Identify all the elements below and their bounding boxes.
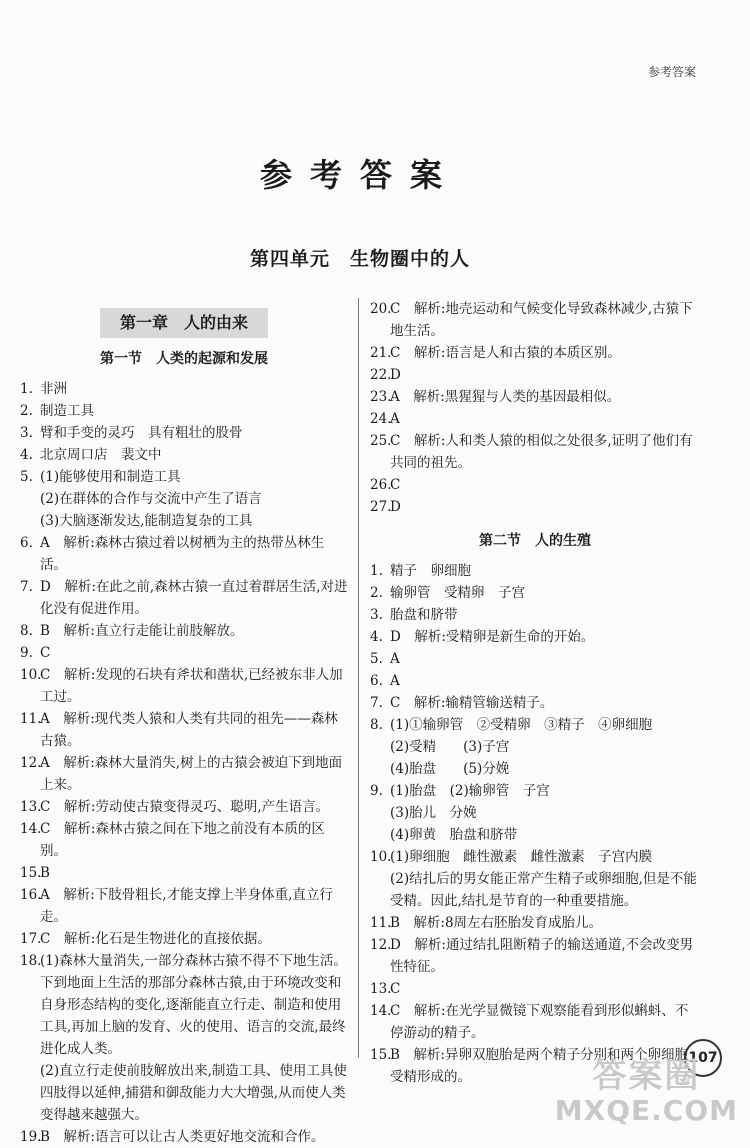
- answer-text: C 解析:森林古猿之间在下地之前没有本质的区别。: [40, 821, 325, 859]
- answer-text: A 解析:黑猩猩与人类的基因最相似。: [390, 389, 621, 405]
- answer-item: [370, 868, 700, 912]
- answer-item: [370, 780, 700, 802]
- answer-text: B 解析:8周左右胚胎发育成胎儿。: [390, 915, 603, 931]
- answer-text: C 解析:在光学显微镜下观察能看到形似蝌蚪、不停游动的精子。: [390, 1003, 689, 1041]
- answer-number: 5.: [20, 469, 33, 485]
- answer-number: 23.: [370, 389, 392, 405]
- answer-item: [20, 1126, 348, 1148]
- answer-list-section1-continued: [370, 298, 700, 518]
- answer-number: 9.: [370, 783, 383, 799]
- answer-item: [370, 474, 700, 496]
- answer-item: [370, 582, 700, 604]
- answer-item: [370, 386, 700, 408]
- answer-number: 25.: [370, 433, 392, 449]
- answer-item: [20, 466, 348, 488]
- answer-text: A: [390, 673, 400, 689]
- answer-number: 6.: [20, 535, 33, 551]
- answer-item: [370, 846, 700, 868]
- answer-item: [20, 818, 348, 862]
- answer-number: 24.: [370, 411, 392, 427]
- answer-item: [370, 802, 700, 824]
- answer-text: (2)结扎后的男女能正常产生精子或卵细胞,但是不能受精。因此,结扎是节育的一种重要措施。: [390, 871, 697, 909]
- right-column: [370, 298, 700, 1088]
- answer-text: (4)卵黄 胎盘和脐带: [390, 827, 518, 843]
- column-divider: [358, 298, 359, 1058]
- answer-text: 输卵管 受精卵 子宫: [390, 585, 525, 601]
- left-column: [20, 308, 348, 1148]
- answer-number: 11.: [370, 915, 392, 931]
- answer-item: [370, 670, 700, 692]
- answer-list-section1: [20, 378, 348, 1148]
- answer-number: 1.: [20, 381, 33, 397]
- answer-item: [370, 626, 700, 648]
- answer-text: (1)胎盘 (2)输卵管 子宫: [390, 783, 550, 799]
- answer-number: 8.: [370, 717, 383, 733]
- answer-number: 15.: [370, 1047, 392, 1063]
- answer-item: [20, 1060, 348, 1126]
- answer-number: 18.: [20, 953, 42, 969]
- answer-number: 12.: [370, 937, 392, 953]
- answer-item: [20, 950, 348, 1060]
- answer-text: A 解析:下肢骨粗长,才能支撑上半身体重,直立行走。: [40, 887, 333, 925]
- answer-number: 11.: [20, 711, 42, 727]
- answer-number: 9.: [20, 645, 33, 661]
- answer-number: 4.: [370, 629, 383, 645]
- answer-item: [20, 532, 348, 576]
- answer-text: C 解析:人和类人猿的相似之处很多,证明了他们有共同的祖先。: [390, 433, 693, 471]
- answer-number: 2.: [20, 403, 33, 419]
- answer-item: [370, 1000, 700, 1044]
- answer-text: 非洲: [40, 381, 67, 397]
- answer-item: [370, 934, 700, 978]
- answer-text: C: [390, 981, 401, 997]
- chapter-title: 第一章 人的由来: [100, 308, 268, 338]
- answer-item: [370, 714, 700, 736]
- answer-item: [370, 408, 700, 430]
- answer-item: [20, 884, 348, 928]
- answer-list-section2: [370, 560, 700, 1088]
- section-title-1: 第一节 人类的起源和发展: [100, 351, 268, 367]
- answer-item: [20, 928, 348, 950]
- header-label: 参考答案: [647, 65, 696, 79]
- answer-text: (1)卵细胞 雌性激素 雌性激素 子宫内膜: [390, 849, 653, 865]
- answer-text: (2)直立行走使前肢解放出来,制造工具、使用工具使四肢得以延伸,捕猎和御敌能力大大增强,从而使人类变得越来越强大。: [40, 1063, 347, 1123]
- answer-item: [370, 824, 700, 846]
- answer-item: [20, 796, 348, 818]
- answer-text: 北京周口店 裴文中: [40, 447, 162, 463]
- answer-text: C: [390, 477, 401, 493]
- answer-text: C: [40, 645, 51, 661]
- answer-item: [20, 620, 348, 642]
- answer-text: 精子 卵细胞: [390, 563, 471, 579]
- answer-number: 14.: [20, 821, 42, 837]
- answer-item: [20, 576, 348, 620]
- answer-number: 7.: [20, 579, 33, 595]
- answer-text: A 解析:森林大量消失,树上的古猿会被迫下到地面上来。: [40, 755, 343, 793]
- answer-text: D 解析:在此之前,森林古猿一直过着群居生活,对进化没有促进作用。: [40, 579, 348, 617]
- answer-item: [20, 422, 348, 444]
- answer-number: 10.: [370, 849, 392, 865]
- answer-item: [370, 364, 700, 386]
- answer-number: 16.: [20, 887, 42, 903]
- answer-number: 6.: [370, 673, 383, 689]
- answer-item: [20, 642, 348, 664]
- answer-text: D 解析:通过结扎阻断精子的输送通道,不会改变男性特征。: [390, 937, 694, 975]
- answer-text: (2)受精 (3)子宫: [390, 739, 510, 755]
- unit-title: 第四单元 生物圈中的人: [249, 248, 470, 270]
- answer-text: A: [390, 651, 400, 667]
- answer-number: 10.: [20, 667, 42, 683]
- watermark-top: 答案圈: [592, 1056, 701, 1096]
- answer-item: [20, 488, 348, 510]
- answer-item: [20, 862, 348, 884]
- answer-number: 22.: [370, 367, 392, 383]
- answer-number: 3.: [370, 607, 383, 623]
- answer-text: D: [390, 499, 401, 515]
- answer-text: 制造工具: [40, 403, 94, 419]
- answer-number: 4.: [20, 447, 33, 463]
- answer-number: 14.: [370, 1003, 392, 1019]
- answer-number: 20.: [370, 301, 392, 317]
- answer-text: D 解析:受精卵是新生命的开始。: [390, 629, 595, 645]
- answer-text: A 解析:森林古猿过着以树栖为主的热带丛林生活。: [40, 535, 325, 573]
- answer-number: 3.: [20, 425, 33, 441]
- answer-number: 13.: [20, 799, 42, 815]
- answer-item: [370, 496, 700, 518]
- answer-text: C 解析:语言是人和古猿的本质区别。: [390, 345, 621, 361]
- answer-text: (4)胎盘 (5)分娩: [390, 761, 510, 777]
- answer-number: 1.: [370, 563, 383, 579]
- answer-number: 19.: [20, 1129, 42, 1145]
- answer-text: C 解析:劳动使古猿变得灵巧、聪明,产生语言。: [40, 799, 330, 815]
- answer-number: 27.: [370, 499, 392, 515]
- answer-text: (2)在群体的合作与交流中产生了语言: [40, 491, 262, 507]
- answer-item: [370, 692, 700, 714]
- answer-text: 臂和手变的灵巧 具有粗壮的股骨: [40, 425, 243, 441]
- answer-text: B 解析:直立行走能让前肢解放。: [40, 623, 244, 639]
- answer-text: B 解析:语言可以让古人类更好地交流和合作。: [40, 1129, 325, 1145]
- page-number: 107: [684, 1039, 722, 1077]
- answer-number: 8.: [20, 623, 33, 639]
- answer-text: (3)胎儿 分娩: [390, 805, 477, 821]
- answer-item: [20, 752, 348, 796]
- answer-item: [370, 342, 700, 364]
- watermark-bottom: MXQE.COM: [554, 1094, 738, 1127]
- answer-text: (1)森林大量消失,一部分森林古猿不得不下地生活。下到地面上生活的那部分森林古猿,由于环境改变和自身形态结构的变化,逐渐能直立行走、制造和使用工具,再加上脑的发育、火的使用、语言的交流,最终进化成人类。: [40, 953, 347, 1057]
- answer-text: C 解析:发现的石块有斧状和凿状,已经被东非人加工过。: [40, 667, 343, 705]
- answer-number: 13.: [370, 981, 392, 997]
- answer-number: 5.: [370, 651, 383, 667]
- answer-item: [20, 664, 348, 708]
- answer-text: C 解析:地壳运动和气候变化导致森林减少,古猿下地生活。: [390, 301, 693, 339]
- answer-text: C 解析:化石是生物进化的直接依据。: [40, 931, 271, 947]
- answer-number: 15.: [20, 865, 42, 881]
- answer-text: 胎盘和脐带: [390, 607, 458, 623]
- answer-item: [370, 298, 700, 342]
- answer-number: 21.: [370, 345, 392, 361]
- answer-text: (3)大脑逐渐发达,能制造复杂的工具: [40, 513, 253, 529]
- answer-text: C 解析:输精管输送精子。: [390, 695, 554, 711]
- answer-number: 17.: [20, 931, 42, 947]
- answer-number: 7.: [370, 695, 383, 711]
- answer-item: [20, 378, 348, 400]
- answer-text: D: [390, 367, 401, 383]
- answer-text: A 解析:现代类人猿和人类有共同的祖先——森林古猿。: [40, 711, 338, 749]
- answer-item: [20, 708, 348, 752]
- answer-text: (1)①输卵管 ②受精卵 ③精子 ④卵细胞: [390, 717, 653, 733]
- answer-item: [370, 736, 700, 758]
- answer-item: [370, 758, 700, 780]
- answer-item: [370, 648, 700, 670]
- answer-item: [370, 978, 700, 1000]
- answer-number: 12.: [20, 755, 42, 771]
- answer-item: [370, 560, 700, 582]
- section-title-2: 第二节 人的生殖: [479, 533, 591, 549]
- answer-item: [370, 604, 700, 626]
- answer-item: [20, 444, 348, 466]
- answer-number: 26.: [370, 477, 392, 493]
- page-title: 参考答案: [259, 156, 460, 194]
- answer-text: A: [390, 411, 400, 427]
- answer-item: [20, 400, 348, 422]
- answer-text: (1)能够使用和制造工具: [40, 469, 181, 485]
- answer-text: B: [40, 865, 50, 881]
- answer-item: [20, 510, 348, 532]
- answer-item: [370, 912, 700, 934]
- answer-item: [370, 430, 700, 474]
- answer-number: 2.: [370, 585, 383, 601]
- answer-text: B 解析:异卵双胞胎是两个精子分别和两个卵细胞受精形成的。: [390, 1047, 688, 1085]
